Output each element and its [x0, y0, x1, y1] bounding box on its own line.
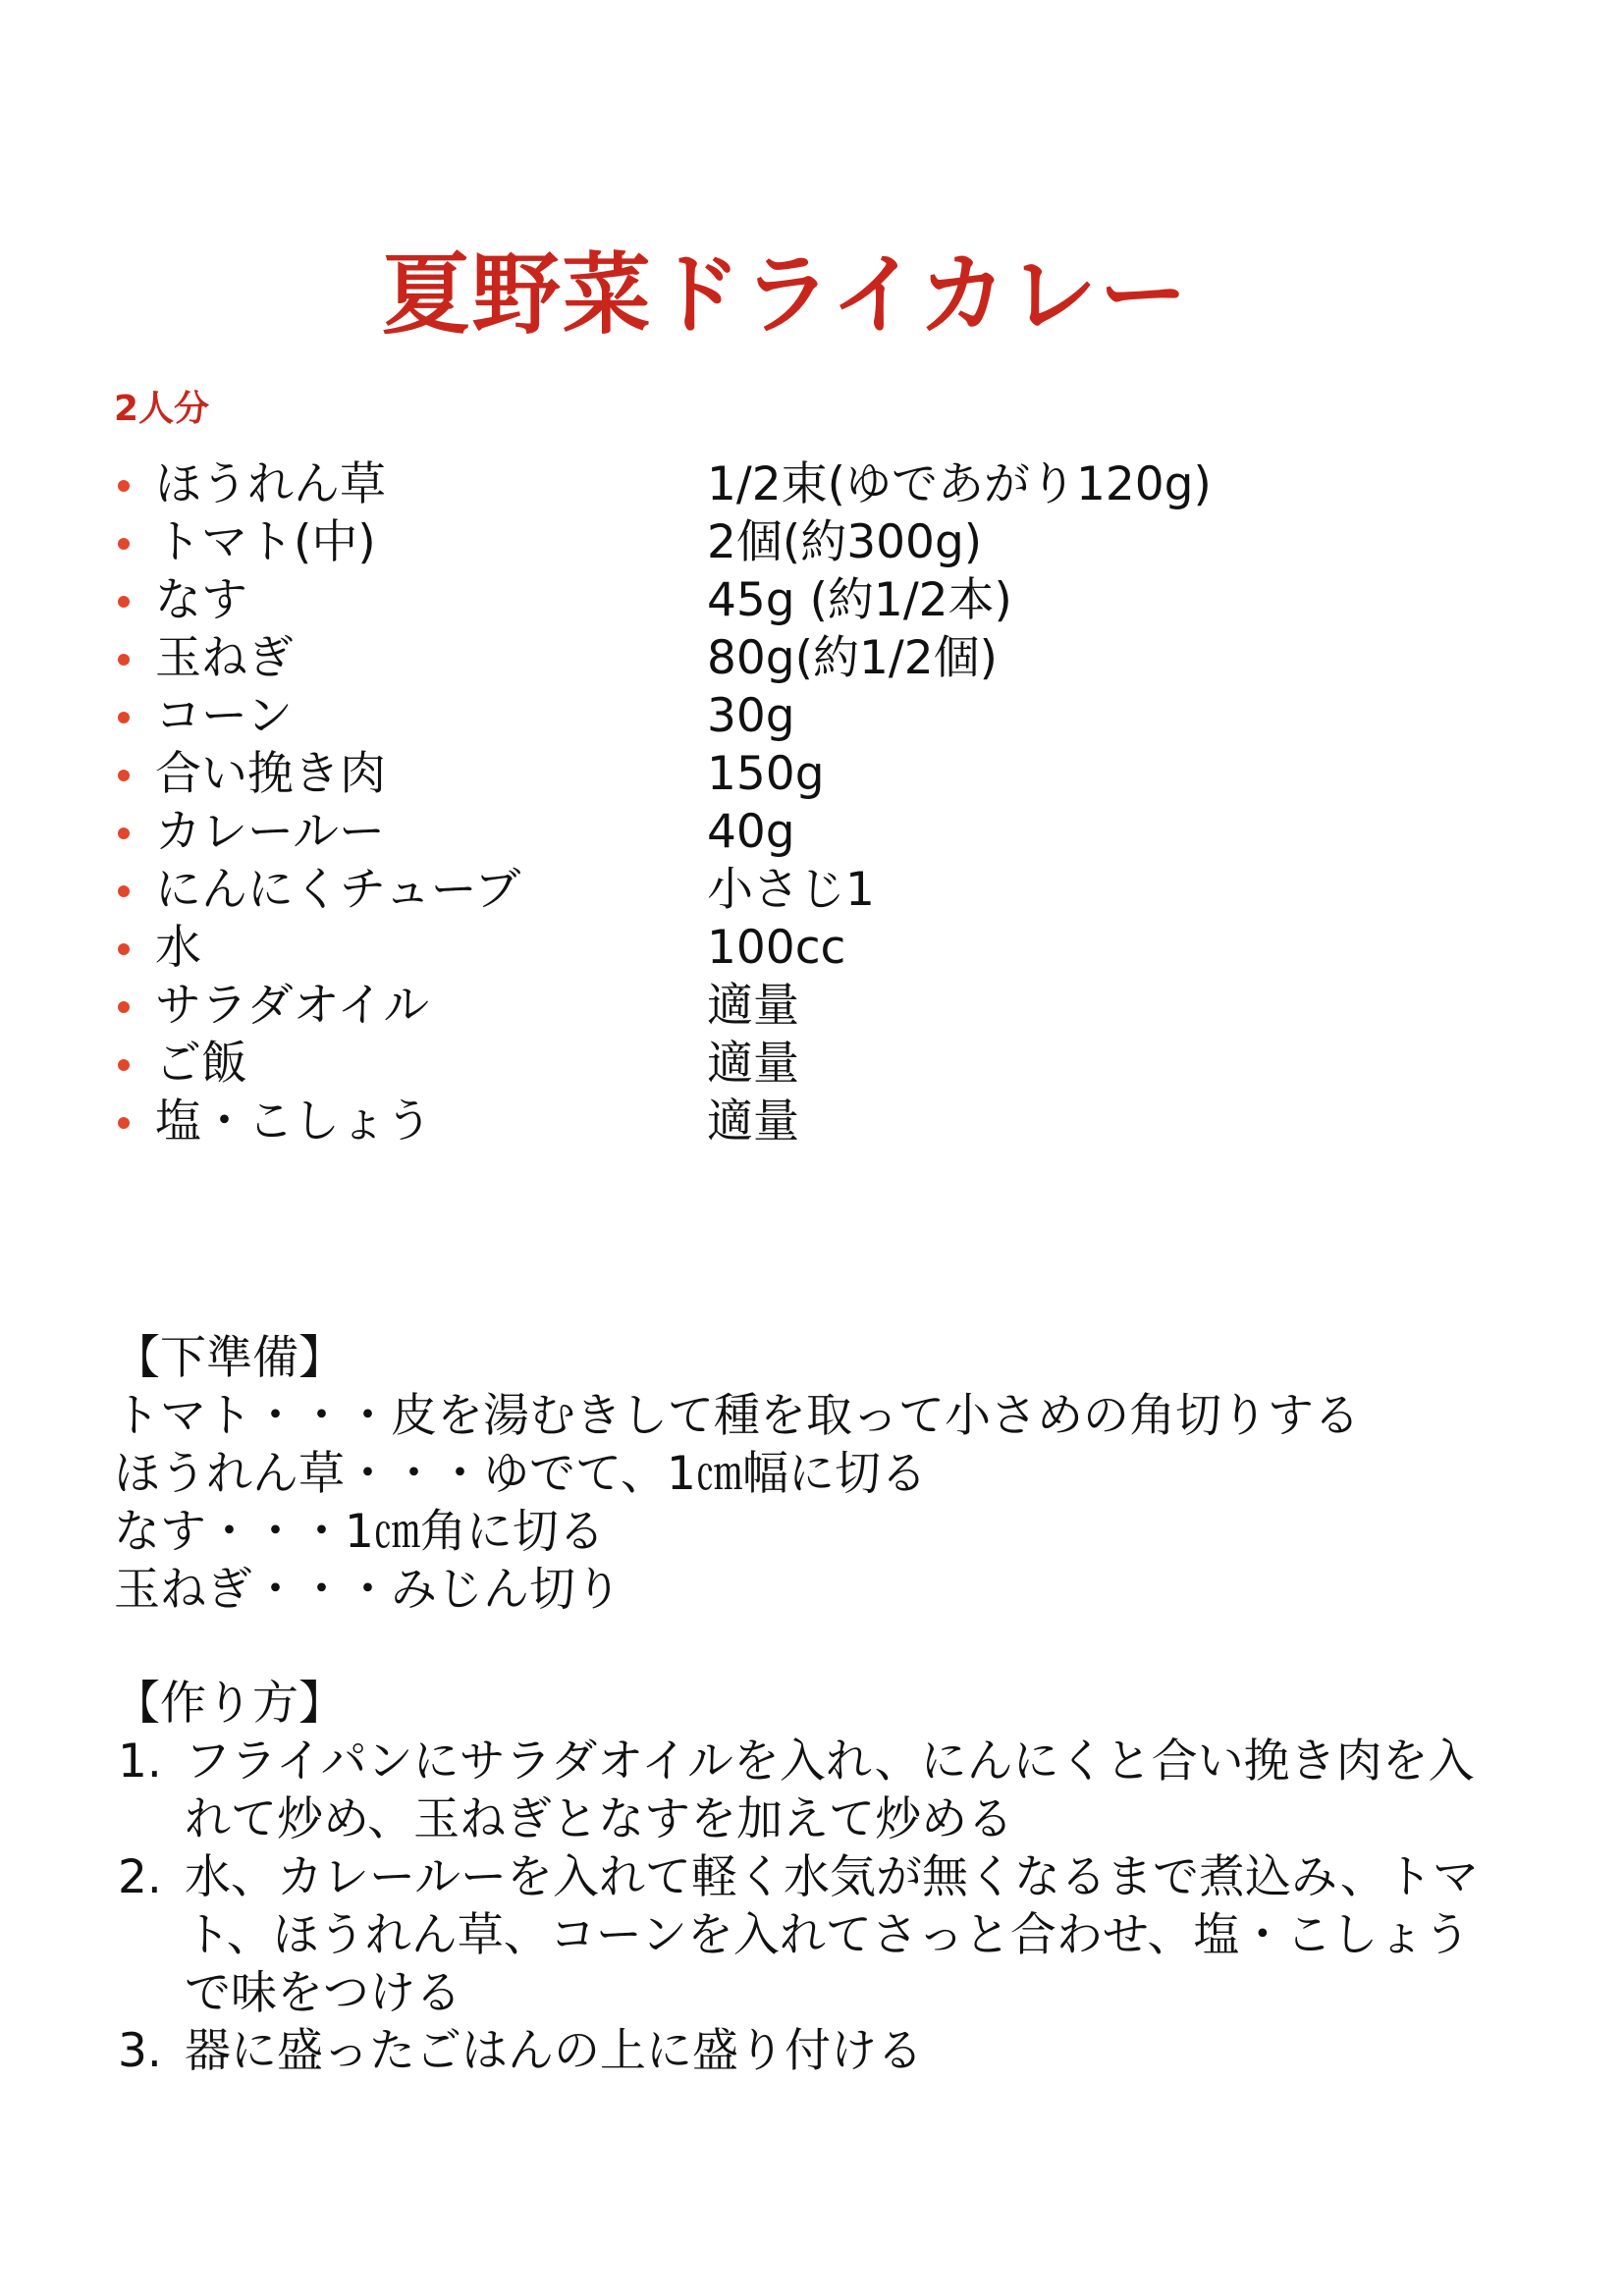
step-number: 1. [118, 1735, 162, 1789]
ingredient-name: カレールー [155, 805, 386, 859]
ingredient-name: ご飯 [155, 1037, 247, 1091]
ingredient-amount: 40g [707, 805, 795, 859]
bullet-icon [118, 538, 130, 550]
bullet-icon [118, 654, 130, 666]
ingredient-amount: 適量 [707, 1037, 799, 1091]
ingredient-name: 玉ねぎ [155, 631, 294, 685]
ingredient-amount: 小さじ1 [707, 863, 875, 917]
step-text: フライパンにサラダオイルを入れ、にんにくと合い挽き肉を入れて炒め、玉ねぎとなすを加えて炒める [185, 1735, 1475, 1846]
step-list [114, 1733, 1508, 2080]
method-section [114, 1675, 1508, 2080]
ingredient-name: 合い挽き肉 [155, 747, 386, 801]
ingredient-amount: 150g [707, 747, 825, 801]
ingredient-name: コーン [155, 689, 294, 743]
prep-line: 玉ねぎ・・・みじん切り [114, 1563, 622, 1617]
prep-line: ほうれん草・・・ゆでて、1㎝幅に切る [114, 1447, 927, 1501]
prep-heading: 【下準備】 [114, 1331, 345, 1385]
bullet-icon [118, 1001, 130, 1013]
bullet-icon [118, 885, 130, 897]
step-item [114, 2022, 1508, 2080]
ingredient-amount: 適量 [707, 979, 799, 1033]
step-number: 2. [118, 1850, 162, 1904]
prep-section [114, 1329, 1508, 1619]
recipe-title: 夏野菜ドライカレー [381, 243, 1190, 347]
step-text: 器に盛ったごはんの上に盛り付ける [185, 2024, 923, 2078]
bullet-icon [118, 770, 130, 781]
ingredient-amount: 45g (約1/2本) [707, 573, 1012, 627]
step-item [114, 1848, 1508, 2022]
ingredient-amount: 80g(約1/2個) [707, 631, 998, 685]
servings-label: 2人分 [114, 389, 210, 429]
bullet-icon [118, 712, 130, 723]
bullet-icon [118, 596, 130, 608]
ingredient-amount: 2個(約300g) [707, 515, 983, 569]
method-heading: 【作り方】 [114, 1677, 345, 1731]
prep-line: なす・・・1㎝角に切る [114, 1505, 605, 1559]
ingredient-amount: 100cc [707, 921, 846, 975]
ingredient-amount: 30g [707, 689, 795, 743]
ingredient-amount: 適量 [707, 1095, 799, 1148]
ingredient-name: 塩・こしょう [155, 1095, 432, 1148]
ingredient-name: にんにくチューブ [155, 863, 521, 917]
step-text: 水、カレールーを入れて軽く水気が無くなるまで煮込み、トマト、ほうれん草、コーンを入れてさっと合わせ、塩・こしょうで味をつける [185, 1850, 1479, 2020]
step-number: 3. [118, 2024, 162, 2078]
ingredient-name: トマト(中) [155, 515, 376, 569]
bullet-icon [118, 828, 130, 839]
step-item [114, 1733, 1508, 1848]
ingredient-name: なす [155, 573, 247, 627]
bullet-icon [118, 1059, 130, 1071]
ingredient-name: ほうれん草 [155, 457, 386, 511]
prep-line: トマト・・・皮を湯むきして種を取って小さめの角切りする [114, 1389, 1360, 1443]
bullet-icon [118, 480, 130, 492]
ingredient-name: 水 [155, 921, 201, 975]
ingredient-name: サラダオイル [155, 979, 430, 1033]
bullet-icon [118, 1117, 130, 1129]
ingredient-amount: 1/2束(ゆであがり120g) [707, 457, 1212, 511]
bullet-icon [118, 943, 130, 955]
